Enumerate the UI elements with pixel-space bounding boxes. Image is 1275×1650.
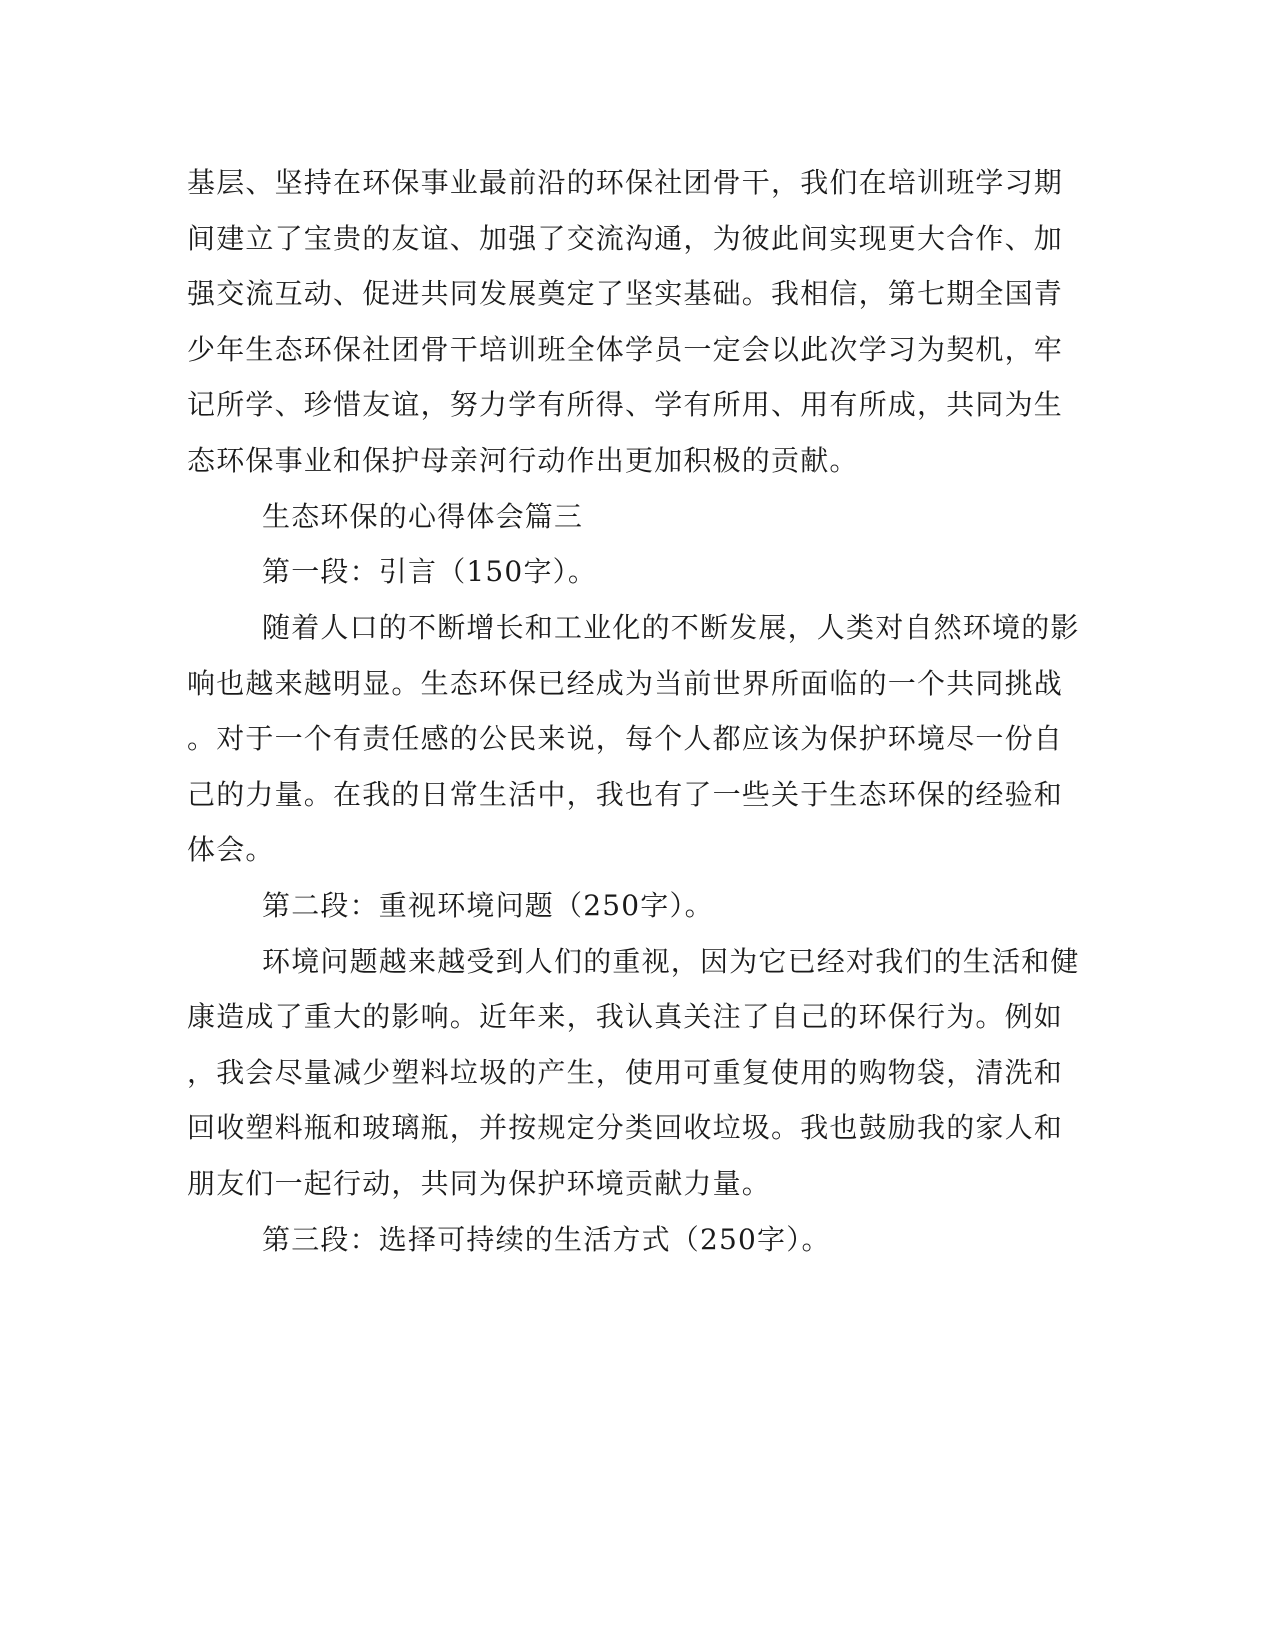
paragraph-heading: 第一段：引言（150字）。 <box>262 555 598 588</box>
paragraph-heading: 第二段：重视环境问题（250字）。 <box>262 889 714 922</box>
body-text-line: 少年生态环保社团骨干培训班全体学员一定会以此次学习为契机，牢 <box>187 333 1064 366</box>
body-text-line: ，我会尽量减少塑料垃圾的产生，使用可重复使用的购物袋，清洗和 <box>187 1056 1064 1089</box>
body-text-line: 基层、坚持在环保事业最前沿的环保社团骨干，我们在培训班学习期 <box>187 166 1064 199</box>
body-text-line: 朋友们一起行动，共同为保护环境贡献力量。 <box>187 1167 772 1200</box>
body-text-line: 体会。 <box>187 833 275 866</box>
body-text-line: 态环保事业和保护母亲河行动作出更加积极的贡献。 <box>187 444 859 477</box>
body-text-line: 记所学、珍惜友谊，努力学有所得、学有所用、用有所成，共同为生 <box>187 388 1064 421</box>
section-title: 生态环保的心得体会篇三 <box>262 500 584 533</box>
body-text-line: 回收塑料瓶和玻璃瓶，并按规定分类回收垃圾。我也鼓励我的家人和 <box>187 1111 1064 1144</box>
body-text-line: 间建立了宝贵的友谊、加强了交流沟通，为彼此间实现更大合作、加 <box>187 222 1064 255</box>
paragraph-heading: 第三段：选择可持续的生活方式（250字）。 <box>262 1223 831 1256</box>
body-text-line: 随着人口的不断增长和工业化的不断发展，人类对自然环境的影 <box>262 611 1080 644</box>
body-text-line: 己的力量。在我的日常生活中，我也有了一些关于生态环保的经验和 <box>187 778 1064 811</box>
body-text-line: 康造成了重大的影响。近年来，我认真关注了自己的环保行为。例如 <box>187 1000 1064 1033</box>
body-text-line: 环境问题越来越受到人们的重视，因为它已经对我们的生活和健 <box>262 945 1080 978</box>
body-text-line: 。对于一个有责任感的公民来说，每个人都应该为保护环境尽一份自 <box>187 722 1064 755</box>
body-text-line: 响也越来越明显。生态环保已经成为当前世界所面临的一个共同挑战 <box>187 667 1064 700</box>
body-text-line: 强交流互动、促进共同发展奠定了坚实基础。我相信，第七期全国青 <box>187 277 1064 310</box>
